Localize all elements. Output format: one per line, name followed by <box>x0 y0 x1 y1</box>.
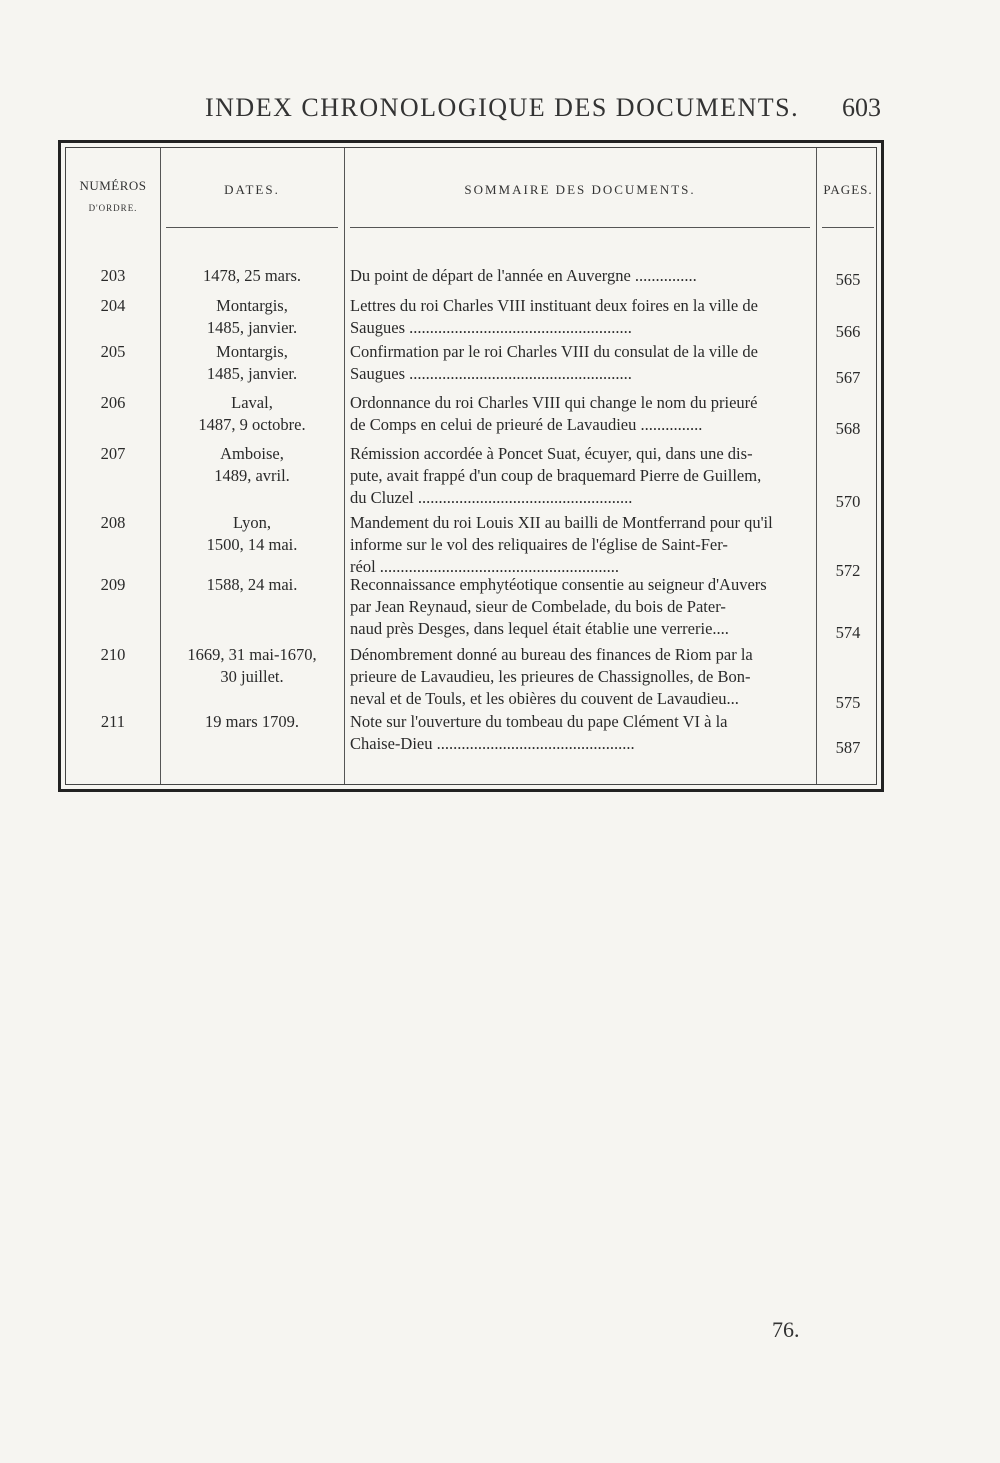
row-page: 568 <box>835 419 861 438</box>
row-page: 565 <box>835 270 861 289</box>
row-number: 211 <box>100 712 126 731</box>
row-page: 572 <box>835 561 861 580</box>
row-summary-line: Saugues ...................................................... <box>350 318 632 337</box>
running-head: INDEX CHRONOLOGIQUE DES DOCUMENTS. <box>205 93 800 122</box>
row-number: 203 <box>100 266 126 285</box>
row-date: Laval, 1487, 9 octobre. <box>198 393 306 434</box>
page-number: 603 <box>842 93 881 122</box>
row-summary-line: pute, avait frappé d'un coup de braquemard Pierre de Guillem, <box>350 466 762 485</box>
row-summary-line: Chaise-Dieu ................................................ <box>350 734 635 753</box>
row-summary-line: Reconnaissance emphytéotique consentie au seigneur d'Auvers <box>350 575 767 594</box>
row-date: Montargis, 1485, janvier. <box>206 342 298 383</box>
row-date: 19 mars 1709. <box>205 712 299 731</box>
header-sommaire: SOMMAIRE DES DOCUMENTS. <box>464 182 696 197</box>
row-number: 207 <box>100 444 126 463</box>
row-page: 566 <box>835 322 861 341</box>
column-divider <box>816 148 817 784</box>
row-summary-line: Note sur l'ouverture du tombeau du pape Clément VI à la <box>350 712 728 731</box>
index-table <box>58 140 884 792</box>
row-summary-line: par Jean Reynaud, sieur de Combelade, du bois de Pater- <box>350 597 726 616</box>
row-summary-line: naud près Desges, dans lequel était établie une verrerie.... <box>350 619 729 638</box>
header-pages: PAGES. <box>823 182 873 197</box>
row-page: 574 <box>835 623 861 642</box>
row-summary-line: Lettres du roi Charles VIII instituant deux foires en la ville de <box>350 296 758 315</box>
row-summary-line: informe sur le vol des reliquaires de l'église de Saint-Fer- <box>350 535 728 554</box>
row-number: 204 <box>100 296 126 315</box>
column-divider <box>344 148 345 784</box>
header-numeros <box>66 174 160 220</box>
row-summary-line: Du point de départ de l'année en Auvergne ............... <box>350 266 697 285</box>
row-date: Montargis, 1485, janvier. <box>206 296 298 337</box>
header-numeros-label: NUMÉROS <box>79 178 147 193</box>
row-number: 209 <box>100 575 126 594</box>
row-summary-line: Saugues ...................................................... <box>350 364 632 383</box>
row-page: 587 <box>835 738 861 757</box>
row-summary-line: Ordonnance du roi Charles VIII qui change le nom du prieuré <box>350 393 758 412</box>
row-number: 206 <box>100 393 126 412</box>
header-rule <box>822 227 874 228</box>
row-summary-line: neval et de Touls, et les obières du couvent de Lavaudieu... <box>350 689 739 708</box>
row-summary-line: Dénombrement donné au bureau des finances de Riom par la <box>350 645 753 664</box>
row-number: 205 <box>100 342 126 361</box>
row-date: 1588, 24 mai. <box>206 575 298 594</box>
row-page: 567 <box>835 368 861 387</box>
header-rule <box>350 227 810 228</box>
row-summary-line: Confirmation par le roi Charles VIII du consulat de la ville de <box>350 342 758 361</box>
header-dates: DATES. <box>224 182 280 197</box>
row-summary-line: Rémission accordée à Poncet Suat, écuyer, qui, dans une dis- <box>350 444 753 463</box>
row-summary-line: du Cluzel .................................................... <box>350 488 633 507</box>
row-date: 1478, 25 mars. <box>202 266 302 285</box>
index-table-inner <box>65 147 877 785</box>
row-date: Lyon, 1500, 14 mai. <box>206 513 298 554</box>
row-date: Amboise, 1489, avril. <box>214 444 290 485</box>
row-summary-line: prieure de Lavaudieu, les prieures de Chassignolles, de Bon- <box>350 667 751 686</box>
signature-mark: 76. <box>772 1317 800 1342</box>
header-rule <box>166 227 338 228</box>
row-page: 570 <box>835 492 861 511</box>
row-summary-line: Mandement du roi Louis XII au bailli de Montferrand pour qu'il <box>350 513 773 532</box>
header-numeros-sub: D'ORDRE. <box>88 203 138 213</box>
row-summary-line: de Comps en celui de prieuré de Lavaudieu ............... <box>350 415 703 434</box>
row-number: 210 <box>100 645 126 664</box>
row-page: 575 <box>835 693 861 712</box>
row-number: 208 <box>100 513 126 532</box>
row-date: 1669, 31 mai-1670, 30 juillet. <box>187 645 317 686</box>
row-summary-line: réol .......................................................... <box>350 557 620 576</box>
